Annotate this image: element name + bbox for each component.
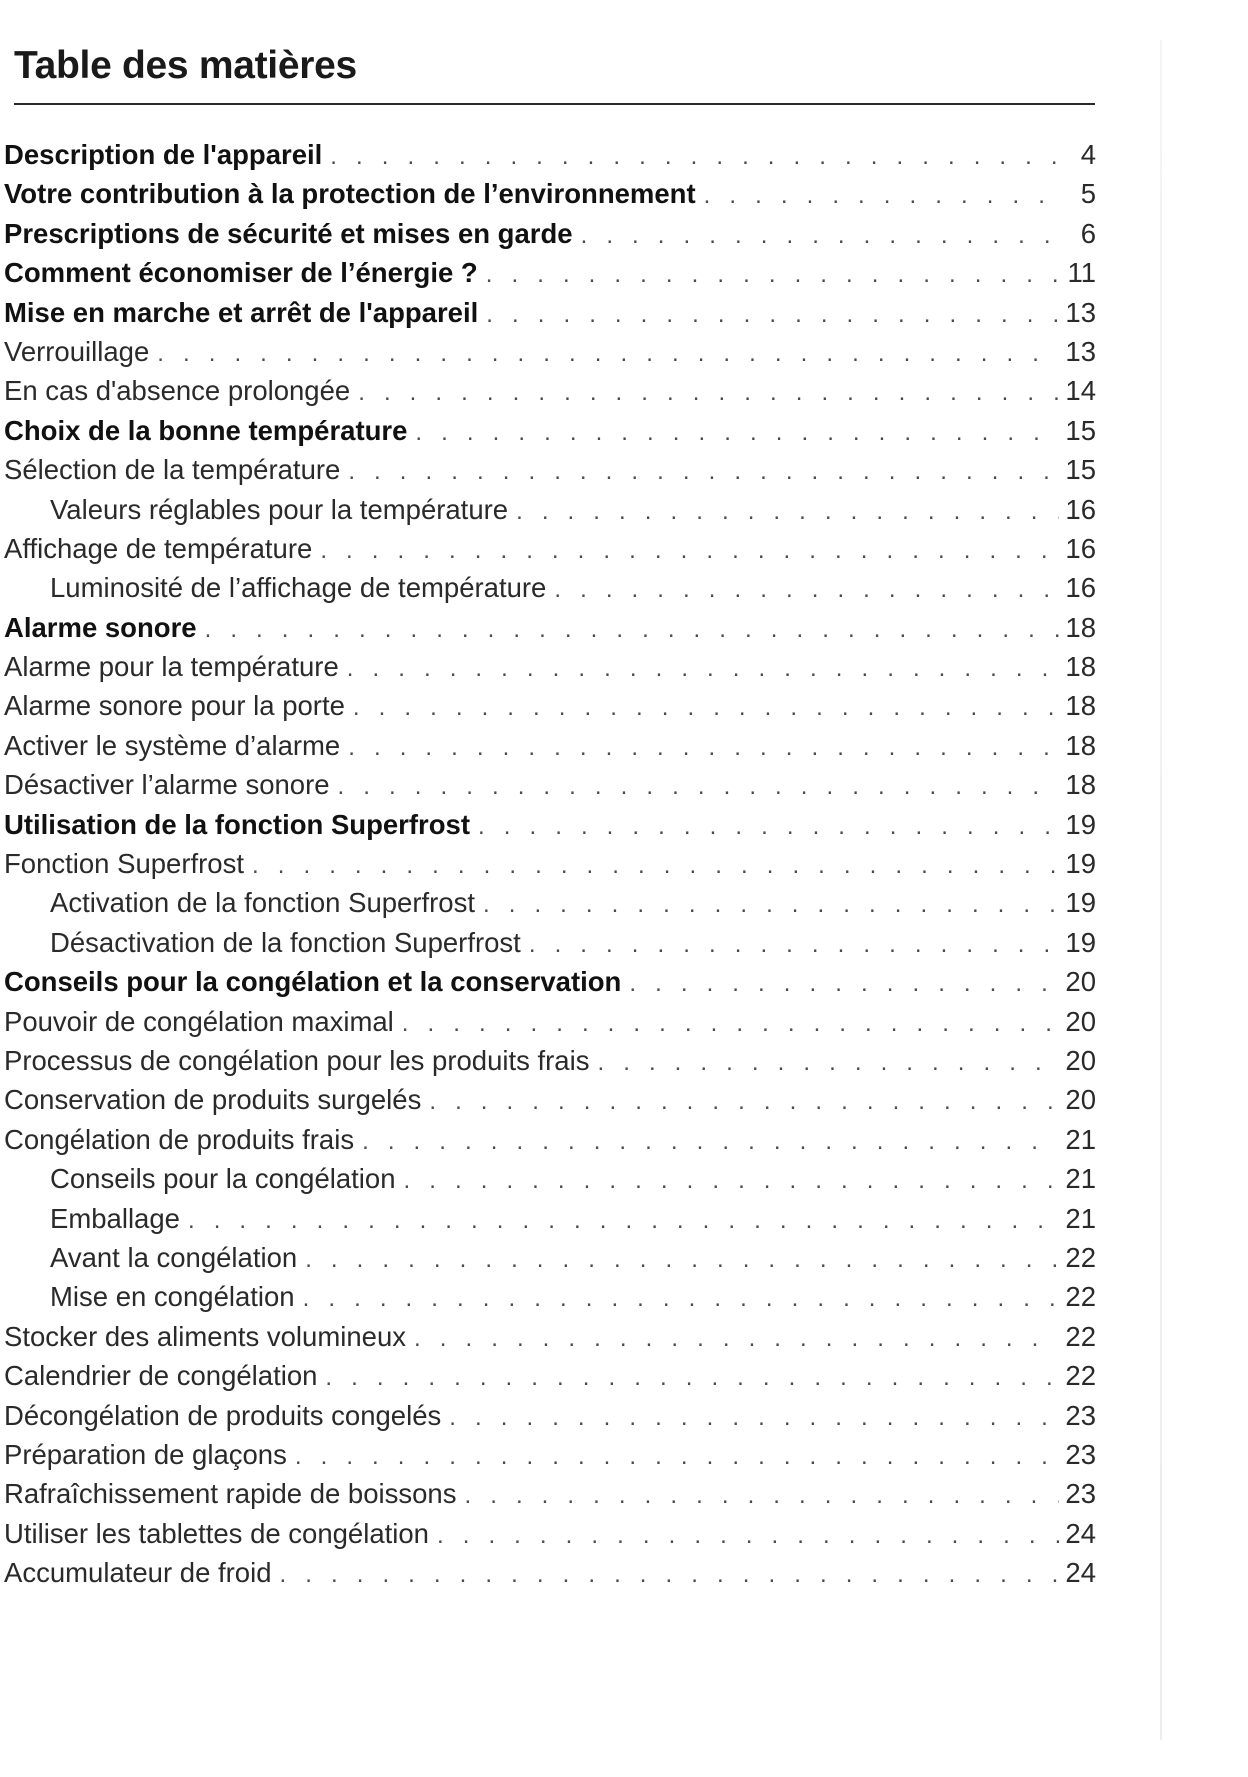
dot-leader xyxy=(478,813,1059,841)
dot-leader xyxy=(581,222,1064,250)
toc-entry-label: Description de l'appareil xyxy=(4,139,323,170)
toc-entry-label: Alarme pour la température xyxy=(4,651,339,683)
toc-entry-label: Activer le système d’alarme xyxy=(4,729,341,761)
toc-entry-label: Conseils pour la congélation et la conservation xyxy=(4,966,622,998)
dot-leader xyxy=(529,931,1060,959)
dot-leader xyxy=(303,1285,1060,1313)
dot-leader xyxy=(338,773,1060,801)
toc-page-number: 24 xyxy=(1065,1557,1096,1589)
toc-entry[interactable] xyxy=(0,218,1096,257)
toc-entry[interactable] xyxy=(0,1006,1096,1045)
toc-entry-label: Valeurs réglables pour la température xyxy=(50,493,509,525)
dot-leader xyxy=(404,1167,1060,1195)
toc-entry-label: Choix de la bonne température xyxy=(4,414,408,446)
dot-leader xyxy=(464,1482,1059,1510)
dot-leader xyxy=(414,1325,1059,1353)
dot-leader xyxy=(347,655,1060,683)
toc-page-number: 22 xyxy=(1065,1360,1096,1392)
toc-entry-label: Congélation de produits frais xyxy=(4,1123,355,1155)
toc-entry[interactable] xyxy=(0,1242,1096,1281)
dot-leader xyxy=(325,1364,1059,1392)
toc-entry[interactable] xyxy=(0,178,1096,217)
toc-entry[interactable] xyxy=(0,651,1096,690)
toc-page-number: 19 xyxy=(1065,848,1096,880)
toc-page-number: 24 xyxy=(1065,1517,1096,1549)
toc-page-number: 6 xyxy=(1080,217,1096,249)
dot-leader xyxy=(330,143,1064,171)
toc-page-number: 22 xyxy=(1065,1281,1096,1313)
toc-entry[interactable] xyxy=(0,809,1096,848)
toc-entry-label: Préparation de glaçons xyxy=(4,1438,287,1470)
toc-page-number: 5 xyxy=(1080,178,1096,210)
toc-entry[interactable] xyxy=(0,927,1096,966)
toc-page-number: 21 xyxy=(1065,1123,1096,1155)
toc-page-number: 22 xyxy=(1065,1241,1096,1273)
toc-page-number: 18 xyxy=(1065,769,1096,801)
toc-entry[interactable] xyxy=(0,966,1096,1005)
toc-entry[interactable] xyxy=(0,848,1096,887)
toc-entry-label: Accumulateur de froid xyxy=(4,1557,272,1589)
dot-leader xyxy=(362,1128,1059,1156)
toc-entry[interactable] xyxy=(0,690,1096,729)
dot-leader xyxy=(348,458,1059,486)
page-edge-shadow xyxy=(1160,40,1162,1740)
dot-leader xyxy=(305,1246,1059,1274)
toc-entry[interactable] xyxy=(0,1203,1096,1242)
toc-page-number: 19 xyxy=(1065,808,1096,840)
toc-entry[interactable] xyxy=(0,1478,1096,1517)
dot-leader xyxy=(629,970,1059,998)
toc-page-number: 20 xyxy=(1065,1084,1096,1116)
dot-leader xyxy=(516,498,1059,526)
toc-entry[interactable] xyxy=(0,1518,1096,1557)
toc-entry-label: Mise en congélation xyxy=(50,1281,295,1313)
toc-entry-label: Décongélation de produits congelés xyxy=(4,1399,442,1431)
toc-entry-label: Fonction Superfrost xyxy=(4,848,244,880)
toc-page-number: 11 xyxy=(1067,257,1096,289)
dot-leader xyxy=(252,852,1059,880)
toc-page-number: 4 xyxy=(1080,139,1096,170)
toc-page-number: 18 xyxy=(1065,690,1096,722)
dot-leader xyxy=(415,419,1059,447)
toc-page-number: 21 xyxy=(1065,1163,1096,1195)
toc-entry[interactable] xyxy=(0,297,1096,336)
dot-leader xyxy=(597,1049,1059,1077)
toc-entry-label: Sélection de la température xyxy=(4,454,341,486)
toc-entry[interactable] xyxy=(0,1163,1096,1202)
toc-page-number: 15 xyxy=(1065,454,1096,486)
toc-entry[interactable] xyxy=(0,1557,1096,1596)
toc-entry-label: Pouvoir de congélation maximal xyxy=(4,1005,394,1037)
toc-page-number: 13 xyxy=(1065,335,1096,367)
toc-entry-label: Désactiver l’alarme sonore xyxy=(4,769,330,801)
toc-entry-label: Activation de la fonction Superfrost xyxy=(50,887,475,919)
dot-leader xyxy=(429,1088,1059,1116)
toc-entry-label: En cas d'absence prolongée xyxy=(4,375,351,407)
toc-entry[interactable] xyxy=(0,1084,1096,1123)
toc-entry[interactable] xyxy=(0,612,1096,651)
toc-entry-label: Alarme sonore pour la porte xyxy=(4,690,345,722)
toc-entry-label: Avant la congélation xyxy=(50,1241,298,1273)
toc-entry[interactable] xyxy=(0,1439,1096,1478)
toc-page-number: 16 xyxy=(1065,532,1096,564)
toc-entry[interactable] xyxy=(0,257,1096,296)
dot-leader xyxy=(280,1561,1060,1589)
toc-page-number: 18 xyxy=(1065,729,1096,761)
dot-leader xyxy=(157,340,1059,368)
dot-leader xyxy=(188,1207,1059,1235)
toc-page-number: 20 xyxy=(1065,1044,1096,1076)
toc-entry[interactable] xyxy=(0,1321,1096,1360)
table-of-contents xyxy=(0,139,1096,1596)
toc-entry-label: Désactivation de la fonction Superfrost xyxy=(50,926,521,958)
toc-page-number: 20 xyxy=(1065,966,1096,998)
dot-leader xyxy=(348,734,1059,762)
dot-leader xyxy=(437,1522,1059,1550)
toc-page-number: 23 xyxy=(1065,1399,1096,1431)
toc-page-number: 16 xyxy=(1065,572,1096,604)
toc-page-number: 23 xyxy=(1065,1478,1096,1510)
toc-entry[interactable] xyxy=(0,1045,1096,1084)
toc-entry-label: Luminosité de l’affichage de température xyxy=(50,572,547,604)
toc-page-number: 16 xyxy=(1065,493,1096,525)
toc-entry-label: Stocker des aliments volumineux xyxy=(4,1320,406,1352)
toc-entry-label: Affichage de température xyxy=(4,532,313,564)
dot-leader xyxy=(486,261,1062,289)
toc-entry-label: Verrouillage xyxy=(4,335,150,367)
toc-page-number: 19 xyxy=(1065,926,1096,958)
toc-entry[interactable] xyxy=(0,375,1096,414)
toc-entry-label: Mise en marche et arrêt de l'appareil xyxy=(4,296,479,328)
toc-page-number: 22 xyxy=(1065,1320,1096,1352)
toc-entry-label: Processus de congélation pour les produits frais xyxy=(4,1044,590,1076)
dot-leader xyxy=(486,301,1059,329)
toc-entry[interactable] xyxy=(0,1360,1096,1399)
dot-leader xyxy=(483,891,1059,919)
toc-entry-label: Conseils pour la congélation xyxy=(50,1163,396,1195)
toc-entry[interactable] xyxy=(0,1400,1096,1439)
toc-entry[interactable] xyxy=(0,1281,1096,1320)
toc-entry-label: Conservation de produits surgelés xyxy=(4,1084,422,1116)
toc-entry[interactable] xyxy=(0,730,1096,769)
dot-leader xyxy=(205,616,1060,644)
toc-page-number: 15 xyxy=(1065,414,1096,446)
title-divider xyxy=(14,103,1095,105)
toc-entry-label: Prescriptions de sécurité et mises en garde xyxy=(4,217,573,249)
toc-page-number: 21 xyxy=(1065,1202,1096,1234)
dot-leader xyxy=(554,576,1059,604)
toc-entry-label: Calendrier de congélation xyxy=(4,1360,318,1392)
toc-entry[interactable] xyxy=(0,572,1096,611)
dot-leader xyxy=(320,537,1059,565)
toc-entry-label: Utiliser les tablettes de congélation xyxy=(4,1517,429,1549)
toc-page-number: 14 xyxy=(1065,375,1096,407)
toc-entry[interactable] xyxy=(0,454,1096,493)
toc-entry[interactable] xyxy=(0,415,1096,454)
toc-entry[interactable] xyxy=(0,887,1096,926)
toc-entry-label: Rafraîchissement rapide de boissons xyxy=(4,1478,457,1510)
toc-page-number: 20 xyxy=(1065,1005,1096,1037)
dot-leader xyxy=(402,1010,1060,1038)
toc-page-number: 18 xyxy=(1065,651,1096,683)
toc-entry-label: Votre contribution à la protection de l’environnement xyxy=(4,178,696,210)
toc-entry-label: Comment économiser de l’énergie ? xyxy=(4,257,478,289)
toc-entry[interactable] xyxy=(0,336,1096,375)
dot-leader xyxy=(353,694,1060,722)
toc-entry[interactable] xyxy=(0,1124,1096,1163)
toc-entry[interactable] xyxy=(0,533,1096,572)
dot-leader xyxy=(295,1443,1060,1471)
dot-leader xyxy=(358,379,1059,407)
toc-entry-label: Utilisation de la fonction Superfrost xyxy=(4,808,470,840)
toc-page-number: 19 xyxy=(1065,887,1096,919)
toc-entry-label: Alarme sonore xyxy=(4,611,197,643)
toc-page-number: 13 xyxy=(1065,296,1096,328)
toc-entry-label: Emballage xyxy=(50,1202,180,1234)
toc-page-number: 23 xyxy=(1065,1438,1096,1470)
toc-entry[interactable] xyxy=(0,139,1096,178)
toc-entry[interactable] xyxy=(0,494,1096,533)
dot-leader xyxy=(449,1404,1059,1432)
page-title: Table des matières xyxy=(14,44,357,87)
dot-leader xyxy=(704,182,1064,210)
toc-page-number: 18 xyxy=(1065,611,1096,643)
toc-entry[interactable] xyxy=(0,769,1096,808)
